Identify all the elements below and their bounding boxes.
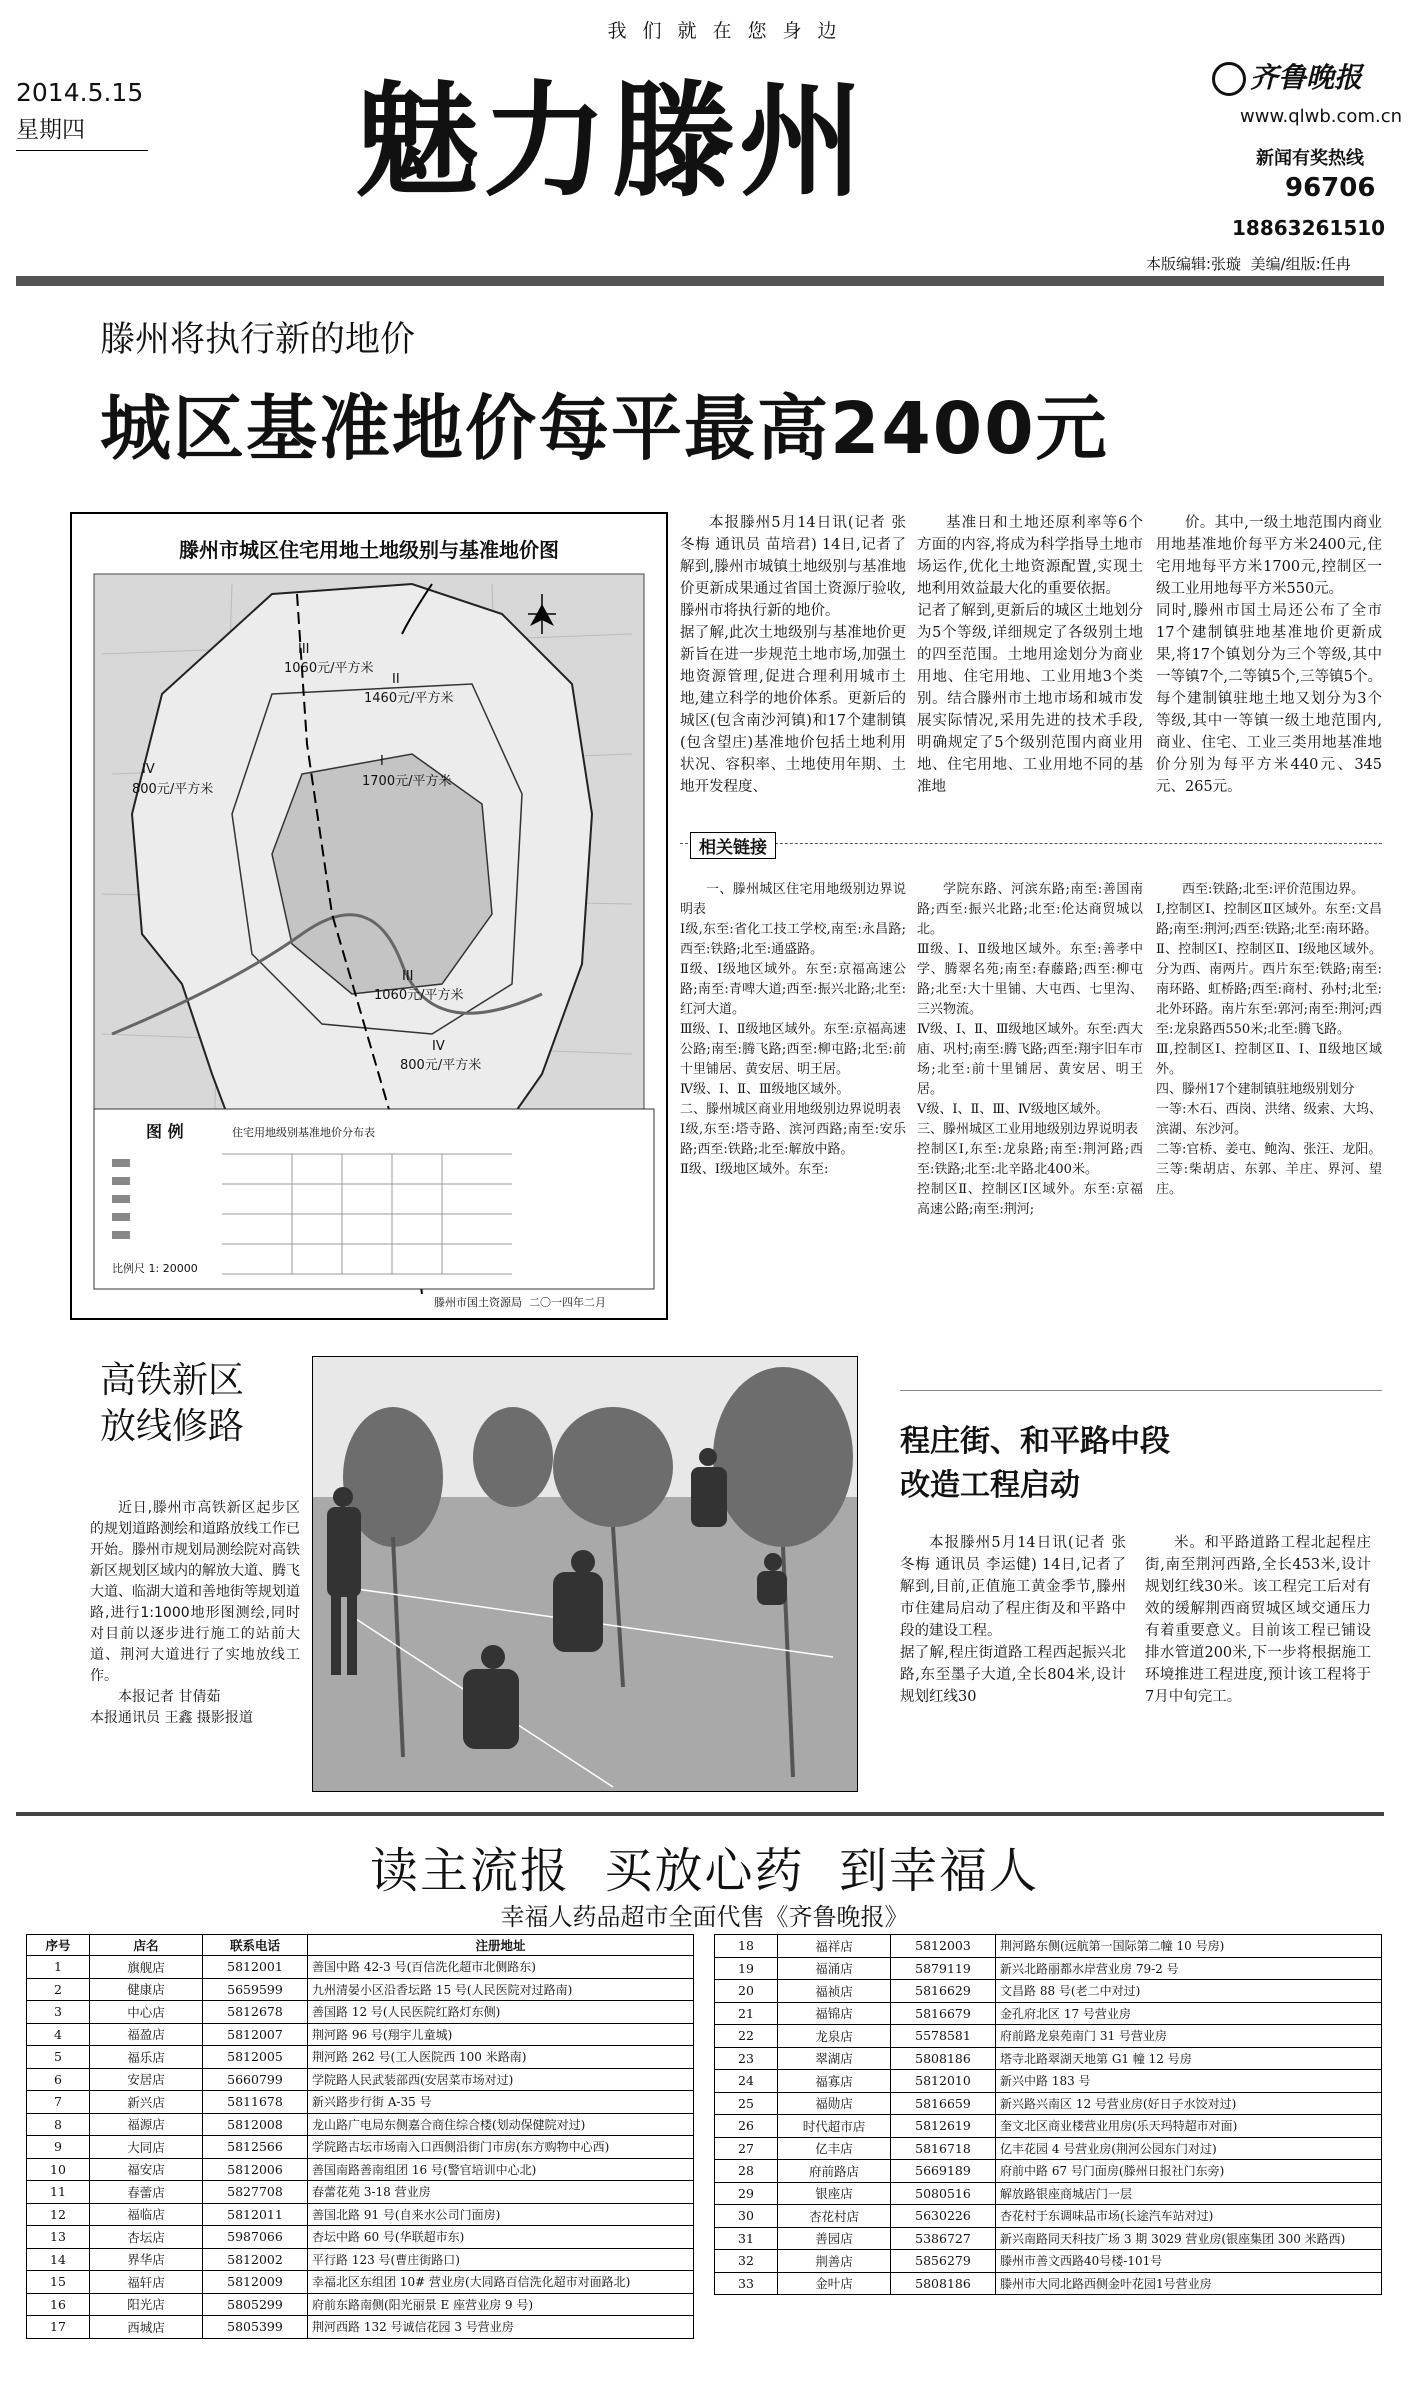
store-address: 解放路银座商城店门一层 bbox=[996, 2182, 1382, 2205]
store-number: 7 bbox=[27, 2091, 90, 2114]
store-address: 幸福北区东组团 10# 营业房(大同路百信洗化超市对面路北) bbox=[308, 2271, 694, 2294]
store-name: 亿丰店 bbox=[778, 2137, 891, 2160]
store-number: 21 bbox=[715, 2002, 778, 2025]
store-phone: 5827708 bbox=[203, 2181, 308, 2204]
map-zone-price: 800元/平方米 bbox=[132, 782, 214, 797]
store-phone: 5805299 bbox=[203, 2293, 308, 2316]
table-row bbox=[715, 1980, 1382, 2003]
store-number: 4 bbox=[27, 2023, 90, 2046]
store-name: 阳光店 bbox=[90, 2293, 203, 2316]
store-address: 杏花村于东调味品市场(长途汽车站对过) bbox=[996, 2205, 1382, 2228]
store-phone: 5879119 bbox=[891, 1957, 996, 1980]
store-name: 时代超市店 bbox=[778, 2115, 891, 2138]
store-address: 新兴南路同天科技广场 3 期 3029 营业房(银座集团 300 米路西) bbox=[996, 2227, 1382, 2250]
ad-subtitle: 幸福人药品超市全面代售《齐鲁晚报》 bbox=[500, 1903, 909, 1931]
store-number: 17 bbox=[27, 2316, 90, 2339]
store-number: 13 bbox=[27, 2226, 90, 2249]
table-row bbox=[27, 2091, 694, 2114]
store-name: 福勋店 bbox=[778, 2092, 891, 2115]
store-number: 26 bbox=[715, 2115, 778, 2138]
store-name: 福临店 bbox=[90, 2203, 203, 2226]
map-zone-label: III bbox=[298, 642, 310, 657]
contact-phone: 18863261510 bbox=[1232, 216, 1386, 240]
table-row bbox=[715, 2272, 1382, 2295]
store-address: 新兴路步行街 A-35 号 bbox=[308, 2091, 694, 2114]
store-name: 春蕾店 bbox=[90, 2181, 203, 2204]
store-name: 新兴店 bbox=[90, 2091, 203, 2114]
store-address: 府前东路南侧(阳光丽景 E 座营业房 9 号) bbox=[308, 2293, 694, 2316]
table-row bbox=[27, 1978, 694, 2001]
table-row bbox=[715, 1935, 1382, 1958]
table-row bbox=[27, 2271, 694, 2294]
table-row bbox=[715, 2182, 1382, 2205]
store-phone: 5812001 bbox=[203, 1956, 308, 1979]
logo-text: 齐鲁晚报 bbox=[1250, 61, 1363, 94]
store-address: 新兴北路丽都水岸营业房 79-2 号 bbox=[996, 1957, 1382, 1980]
store-address: 杏坛中路 60 号(华联超市东) bbox=[308, 2226, 694, 2249]
store-name: 福安店 bbox=[90, 2158, 203, 2181]
col-header: 店名 bbox=[90, 1935, 203, 1956]
article3-col1 bbox=[900, 1532, 1126, 1708]
map-zone-label: IV bbox=[432, 1039, 445, 1054]
related-links-header bbox=[680, 838, 1382, 864]
store-phone: 5816659 bbox=[891, 2092, 996, 2115]
article2-text: 近日,滕州市高铁新区起步区的规划道路测绘和道路放线工作已开始。滕州市规划局测绘院对高铁新区规划区域内的解放大道、腾飞大道、临湖大道和善地街等规划道路,进行1:1000地形图测绘,同时对目前以逐步进行施工的站前大道、荆河大道进行了实地放线工作。 bbox=[90, 1500, 300, 1684]
table-row bbox=[715, 2047, 1382, 2070]
store-address: 学院路古坛市场南入口西侧沿街门市房(东方购物中心西) bbox=[308, 2136, 694, 2159]
store-address: 塔寺北路翠湖天地第 G1 幢 12 号房 bbox=[996, 2047, 1382, 2070]
masthead-slogan: 我们就在您身边 bbox=[607, 20, 853, 42]
store-name: 安居店 bbox=[90, 2068, 203, 2091]
table-row bbox=[27, 1956, 694, 1979]
table-row bbox=[715, 2205, 1382, 2228]
store-phone: 5812006 bbox=[203, 2158, 308, 2181]
store-number: 25 bbox=[715, 2092, 778, 2115]
article3-headline bbox=[900, 1420, 1170, 1508]
store-phone: 5805399 bbox=[203, 2316, 308, 2339]
store-name: 善园店 bbox=[778, 2227, 891, 2250]
table-row bbox=[27, 2068, 694, 2091]
store-table-left bbox=[26, 1934, 694, 2339]
store-address: 府前路龙泉苑南门 31 号营业房 bbox=[996, 2025, 1382, 2048]
store-number: 15 bbox=[27, 2271, 90, 2294]
store-address: 善国北路 91 号(自来水公司门面房) bbox=[308, 2203, 694, 2226]
store-phone: 5812678 bbox=[203, 2001, 308, 2024]
article2-headline-line: 高铁新区 bbox=[100, 1360, 245, 1401]
map-zone-price: 800元/平方米 bbox=[400, 1058, 482, 1073]
store-phone: 5812010 bbox=[891, 2070, 996, 2093]
store-name: 翠湖店 bbox=[778, 2047, 891, 2070]
table-row bbox=[27, 2001, 694, 2024]
store-phone: 5812005 bbox=[203, 2046, 308, 2069]
article3-headline-line: 程庄街、和平路中段 bbox=[900, 1424, 1170, 1459]
article1-body-col2 bbox=[917, 512, 1143, 798]
store-number: 31 bbox=[715, 2227, 778, 2250]
article3-headline-line: 改造工程启动 bbox=[900, 1468, 1080, 1503]
table-row bbox=[27, 2203, 694, 2226]
store-number: 28 bbox=[715, 2160, 778, 2183]
store-name: 大同店 bbox=[90, 2136, 203, 2159]
store-name: 西城店 bbox=[90, 2316, 203, 2339]
store-address: 荆河路 96 号(翔宇儿童城) bbox=[308, 2023, 694, 2046]
article3-text: 米。和平路道路工程北起程庄街,南至荆河西路,全长453米,设计规划红线30米。该工程完工后对有效的缓解荆西商贸城区域交通压力有着重要意义。目前该工程已铺设排水管道200米,下一步将根据施工环境推进工程进度,预计该工程将于7月中旬完工。 bbox=[1145, 1535, 1371, 1705]
store-number: 3 bbox=[27, 2001, 90, 2024]
related-text: 学院东路、河滨东路;南至:善国南路;西至:振兴北路;北至:伦达商贸城以北。 Ⅲ级、Ⅰ、Ⅱ级地区域外。东至:善孝中学、腾翠名苑;南至:春藤路;西至:柳屯路;北至:大十里铺、大屯西、七里沟、三兴物流。 Ⅳ级、Ⅰ、Ⅱ、Ⅲ级地区域外。东至:西大庙、巩村;南至:腾飞路;西至:翔宇旧车市场;北至:前十里铺居、黄安居、明王居。 Ⅴ级、Ⅰ、Ⅱ、Ⅲ、Ⅳ级地区域外。 三、滕州城区工业用地级别边界说明表 控制区Ⅰ,东至:龙泉路;南至:荆河路;西至:铁路;北至:北辛路北400米。 控制区Ⅱ、控制区Ⅰ区域外。东至:京福高速公路;南至:荆河; bbox=[917, 882, 1143, 1217]
table-row bbox=[715, 2002, 1382, 2025]
table-row bbox=[715, 2070, 1382, 2093]
store-table-right bbox=[714, 1934, 1382, 2295]
store-name: 福涌店 bbox=[778, 1957, 891, 1980]
ad-slogan: 读主流报 买放心药 到幸福人 bbox=[369, 1843, 1040, 1899]
table-row bbox=[715, 2092, 1382, 2115]
store-number: 9 bbox=[27, 2136, 90, 2159]
map-zone-label: II bbox=[392, 672, 400, 687]
store-address: 善国中路 42-3 号(百信洗化超市北侧路东) bbox=[308, 1956, 694, 1979]
article1-headline: 城区基准地价每平最高2400元 bbox=[100, 387, 1109, 470]
store-name: 福寡店 bbox=[778, 2070, 891, 2093]
page-title: 魅力滕州 bbox=[355, 70, 868, 214]
store-number: 23 bbox=[715, 2047, 778, 2070]
article1-body-col3 bbox=[1156, 512, 1382, 798]
store-phone: 5816629 bbox=[891, 1980, 996, 2003]
store-address: 府前中路 67 号门面房(滕州日报社门东旁) bbox=[996, 2160, 1382, 2183]
store-phone: 5630226 bbox=[891, 2205, 996, 2228]
map-source: 滕州市国土资源局 二〇一四年二月 bbox=[434, 1296, 606, 1309]
article1-text: 本报滕州5月14日讯(记者 张冬梅 通讯员 苗培君) 14日,记者了解到,滕州市城镇土地级别与基准地价更新成果通过省国土资源厅验收,滕州市将执行新的地价。 据了解,此次土地级别与基准地价更新旨在进一步规范土地市场,加强土地资源管理,促进合理利用城市土地,建立科学的地价体系。更新后的城区(包含南沙河镇)和17个建制镇(包含望庄)基准地价包括土地利用状况、容积率、土地使用年期、土地开发程度、 bbox=[680, 515, 906, 795]
store-name: 福锦店 bbox=[778, 2002, 891, 2025]
store-name: 荆善店 bbox=[778, 2250, 891, 2273]
table-row bbox=[715, 2025, 1382, 2048]
store-number: 19 bbox=[715, 1957, 778, 1980]
survey-photo-graphic bbox=[313, 1357, 857, 1791]
store-name: 福祯店 bbox=[778, 1980, 891, 2003]
store-name: 界华店 bbox=[90, 2248, 203, 2271]
store-name: 银座店 bbox=[778, 2182, 891, 2205]
table-row bbox=[715, 2250, 1382, 2273]
store-number: 30 bbox=[715, 2205, 778, 2228]
store-number: 10 bbox=[27, 2158, 90, 2181]
ad-top-rule bbox=[16, 1812, 1384, 1816]
store-phone: 5812003 bbox=[891, 1935, 996, 1958]
logo-swirl-icon bbox=[1212, 62, 1246, 96]
store-phone: 5660799 bbox=[203, 2068, 308, 2091]
store-number: 5 bbox=[27, 2046, 90, 2069]
store-address: 滕州市大同北路西侧金叶花园1号营业房 bbox=[996, 2272, 1382, 2295]
store-address: 文昌路 88 号(老二中对过) bbox=[996, 1980, 1382, 2003]
legend-table-title: 住宅用地级别基准地价分布表 bbox=[232, 1126, 375, 1139]
store-number: 27 bbox=[715, 2137, 778, 2160]
store-address: 善国路 12 号(人民医院红路灯东侧) bbox=[308, 2001, 694, 2024]
store-number: 1 bbox=[27, 1956, 90, 1979]
table-row bbox=[27, 2181, 694, 2204]
store-number: 11 bbox=[27, 2181, 90, 2204]
article2-headline-line: 放线修路 bbox=[100, 1406, 245, 1447]
article3-text: 本报滕州5月14日讯(记者 张冬梅 通讯员 李运健) 14日,记者了解到,目前,正值施工黄金季节,滕州市住建局启动了程庄街及和平路中段的建设工程。 据了解,程庄街道路工程西起振兴北路,东至墨子大道,全长804米,设计规划红线30 bbox=[900, 1535, 1126, 1705]
store-name: 杏花村店 bbox=[778, 2205, 891, 2228]
store-address: 金孔府北区 17 号营业房 bbox=[996, 2002, 1382, 2025]
store-number: 16 bbox=[27, 2293, 90, 2316]
store-name: 龙泉店 bbox=[778, 2025, 891, 2048]
date-underline bbox=[16, 150, 148, 151]
table-header-row bbox=[27, 1935, 694, 1956]
map-zone-price: 1060元/平方米 bbox=[284, 661, 374, 676]
table-row bbox=[27, 2316, 694, 2339]
table-row bbox=[27, 2046, 694, 2069]
issue-date: 2014.5.15 bbox=[16, 78, 144, 107]
article2-headline bbox=[100, 1358, 244, 1450]
store-address: 龙山路广电局东侧嘉合商住综合楼(划动保健院对过) bbox=[308, 2113, 694, 2136]
store-phone: 5812008 bbox=[203, 2113, 308, 2136]
map-graphic bbox=[72, 514, 666, 1318]
store-address: 荆河西路 132 号诚信花园 3 号营业房 bbox=[308, 2316, 694, 2339]
article1-text: 基准日和土地还原利率等6个方面的内容,将成为科学指导土地市场运作,优化土地资源配置,实现土地利用效益最大化的重要依据。 记者了解到,更新后的城区土地划分为5个等级,详细规定了各级别土地的四至范围。土地用途划分为商业用地、住宅用地、工业用地3个类别。结合滕州市土地市场和城市发展实际情况,采用先进的技术手段,明确规定了5个级别范围内商业用地、住宅用地、工业用地不同的基准地 bbox=[917, 515, 1143, 795]
store-name: 福乐店 bbox=[90, 2046, 203, 2069]
editors-credit: 本版编辑:张璇 美编/组版:任冉 bbox=[1146, 255, 1351, 273]
col-header: 注册地址 bbox=[308, 1935, 694, 1956]
table-row bbox=[27, 2293, 694, 2316]
store-number: 24 bbox=[715, 2070, 778, 2093]
store-address: 荆河路东侧(远航第一国际第二幢 10 号房) bbox=[996, 1935, 1382, 1958]
article2-byline: 本报记者 甘倩茹 本报通讯员 王鑫 摄影报道 bbox=[90, 1689, 253, 1726]
store-phone: 5812009 bbox=[203, 2271, 308, 2294]
related-col2 bbox=[917, 880, 1143, 1220]
related-col1 bbox=[680, 880, 906, 1180]
store-address: 九州清晏小区沿香坛路 15 号(人民医院对过路南) bbox=[308, 1978, 694, 2001]
store-address: 新兴路兴南区 12 号营业房(好日子水饺对过) bbox=[996, 2092, 1382, 2115]
hotline-label: 新闻有奖热线 bbox=[1256, 148, 1364, 169]
store-address: 荆河路 262 号(工人医院西 100 米路南) bbox=[308, 2046, 694, 2069]
store-phone: 5812002 bbox=[203, 2248, 308, 2271]
store-phone: 5987066 bbox=[203, 2226, 308, 2249]
store-phone: 5386727 bbox=[891, 2227, 996, 2250]
article3-top-rule bbox=[900, 1390, 1382, 1391]
table-row bbox=[27, 2136, 694, 2159]
store-name: 旗舰店 bbox=[90, 1956, 203, 1979]
map-scale: 比例尺 1: 20000 bbox=[112, 1262, 198, 1275]
store-phone: 5856279 bbox=[891, 2250, 996, 2273]
store-name: 福源店 bbox=[90, 2113, 203, 2136]
hotline-number: 96706 bbox=[1285, 173, 1376, 203]
store-name: 杏坛店 bbox=[90, 2226, 203, 2249]
store-address: 平行路 123 号(曹庄街路口) bbox=[308, 2248, 694, 2271]
store-phone: 5080516 bbox=[891, 2182, 996, 2205]
related-links-label: 相关链接 bbox=[690, 832, 776, 859]
related-text: 一、滕州城区住宅用地级别边界说明表 Ⅰ级,东至:省化工技工学校,南至:永昌路;西至:铁路;北至:通盛路。 Ⅱ级、Ⅰ级地区域外。东至:京福高速公路;南至:青啤大道;西至:振兴北路;北至:红河大道。 Ⅲ级、Ⅰ、Ⅱ级地区域外。东至:京福高速公路;南至:腾飞路;西至:柳屯路;北至:前十里铺居、黄安居、明王居。 Ⅳ级、Ⅰ、Ⅱ、Ⅲ级地区域外。 二、滕州城区商业用地级别边界说明表 Ⅰ级,东至:塔寺路、滨河西路;南至:安乐路;西至:铁路;北至:解放中路。 Ⅱ级、Ⅰ级地区域外。东至: bbox=[680, 882, 906, 1177]
map-zone-label: I bbox=[380, 754, 384, 769]
map-zone-label: IV bbox=[142, 762, 155, 777]
store-phone: 5808186 bbox=[891, 2047, 996, 2070]
store-address: 亿丰花园 4 号营业房(荆河公园东门对过) bbox=[996, 2137, 1382, 2160]
store-name: 府前路店 bbox=[778, 2160, 891, 2183]
store-phone: 5808186 bbox=[891, 2272, 996, 2295]
store-name: 中心店 bbox=[90, 2001, 203, 2024]
table-row bbox=[27, 2248, 694, 2271]
store-address: 滕州市善文西路40号楼-101号 bbox=[996, 2250, 1382, 2273]
store-number: 22 bbox=[715, 2025, 778, 2048]
col-header: 序号 bbox=[27, 1935, 90, 1956]
store-name: 福盈店 bbox=[90, 2023, 203, 2046]
store-number: 32 bbox=[715, 2250, 778, 2273]
store-number: 12 bbox=[27, 2203, 90, 2226]
store-number: 8 bbox=[27, 2113, 90, 2136]
table-row bbox=[715, 2227, 1382, 2250]
store-number: 14 bbox=[27, 2248, 90, 2271]
store-address: 学院路人民武装部西(安居菜市场对过) bbox=[308, 2068, 694, 2091]
land-price-map bbox=[70, 512, 668, 1320]
store-address: 奎文北区商业楼营业用房(乐天玛特超市对面) bbox=[996, 2115, 1382, 2138]
store-address: 春蕾花苑 3-18 营业房 bbox=[308, 2181, 694, 2204]
table-row bbox=[27, 2113, 694, 2136]
article3-col2 bbox=[1145, 1532, 1371, 1708]
newspaper-logo bbox=[1212, 56, 1362, 96]
store-name: 金叶店 bbox=[778, 2272, 891, 2295]
col-header: 联系电话 bbox=[203, 1935, 308, 1956]
table-row bbox=[27, 2023, 694, 2046]
store-phone: 5812007 bbox=[203, 2023, 308, 2046]
store-name: 福祥店 bbox=[778, 1935, 891, 1958]
store-phone: 5816679 bbox=[891, 2002, 996, 2025]
store-phone: 5812566 bbox=[203, 2136, 308, 2159]
store-phone: 5578581 bbox=[891, 2025, 996, 2048]
store-phone: 5816718 bbox=[891, 2137, 996, 2160]
store-phone: 5811678 bbox=[203, 2091, 308, 2114]
article1-body-col1 bbox=[680, 512, 906, 798]
table-row bbox=[715, 2137, 1382, 2160]
store-phone: 5659599 bbox=[203, 1978, 308, 2001]
store-phone: 5812011 bbox=[203, 2203, 308, 2226]
store-name: 健康店 bbox=[90, 1978, 203, 2001]
store-number: 20 bbox=[715, 1980, 778, 2003]
map-zone-label: III bbox=[402, 969, 414, 984]
map-zone-price: 1700元/平方米 bbox=[362, 774, 452, 789]
related-text: 西至:铁路;北至:评价范围边界。 Ⅰ,控制区Ⅰ、控制区Ⅱ区域外。东至:文昌路;南至:荆河;西至:铁路;北至:南环路。 Ⅱ、控制区Ⅰ、控制区Ⅱ、Ⅰ级地区域外。分为西、南两片。西片东至:铁路;南至:南环路、虹桥路;西至:商村、孙村;北至:北外环路。南片东至:郭河;南至:荆河;西至:龙泉路西550米;北至:腾飞路。 Ⅲ,控制区Ⅰ、控制区Ⅱ、Ⅰ、Ⅱ级地区域外。 四、滕州17个建制镇驻地级别划分 一等:木石、西岗、洪绪、级索、大坞、滨湖、东沙河。 二等:官桥、姜屯、鲍沟、张汪、龙阳。 三等:柴胡店、东郭、羊庄、界河、望庄。 bbox=[1156, 882, 1382, 1197]
issue-weekday: 星期四 bbox=[16, 117, 85, 143]
survey-photo bbox=[312, 1356, 858, 1792]
store-number: 18 bbox=[715, 1935, 778, 1958]
store-phone: 5812619 bbox=[891, 2115, 996, 2138]
store-phone: 5669189 bbox=[891, 2160, 996, 2183]
legend-title: 图 例 bbox=[146, 1122, 184, 1141]
store-number: 6 bbox=[27, 2068, 90, 2091]
article1-text: 价。其中,一级土地范围内商业用地基准地价每平方米2400元,住宅用地每平方米1700元,控制区一级工业用地每平方米550元。 同时,滕州市国土局还公布了全市17个建制镇驻地基准地价更新成果,将17个镇划分为三个等级,其中一等镇7个,二等镇5个,三等镇5个。每个建制镇驻地土地又划分为3个等级,其中一等镇一级土地范围内,商业、住宅、工业三类用地基准地价分别为每平方米440元、345元、265元。 bbox=[1156, 515, 1382, 795]
table-row bbox=[27, 2226, 694, 2249]
table-row bbox=[715, 1957, 1382, 1980]
article2-body bbox=[90, 1498, 300, 1729]
table-row bbox=[715, 2160, 1382, 2183]
masthead-rule bbox=[16, 276, 1384, 286]
store-number: 29 bbox=[715, 2182, 778, 2205]
store-address: 善国南路善南组团 16 号(警官培训中心北) bbox=[308, 2158, 694, 2181]
website: www.qlwb.com.cn bbox=[1240, 106, 1402, 127]
store-name: 福轩店 bbox=[90, 2271, 203, 2294]
map-zone-price: 1060元/平方米 bbox=[374, 988, 464, 1003]
table-row bbox=[715, 2115, 1382, 2138]
table-row bbox=[27, 2158, 694, 2181]
map-zone-price: 1460元/平方米 bbox=[364, 691, 454, 706]
related-col3 bbox=[1156, 880, 1382, 1200]
store-number: 33 bbox=[715, 2272, 778, 2295]
store-address: 新兴中路 183 号 bbox=[996, 2070, 1382, 2093]
article1-kicker: 滕州将执行新的地价 bbox=[100, 320, 416, 360]
store-number: 2 bbox=[27, 1978, 90, 2001]
map-title: 滕州市城区住宅用地土地级别与基准地价图 bbox=[179, 538, 559, 562]
